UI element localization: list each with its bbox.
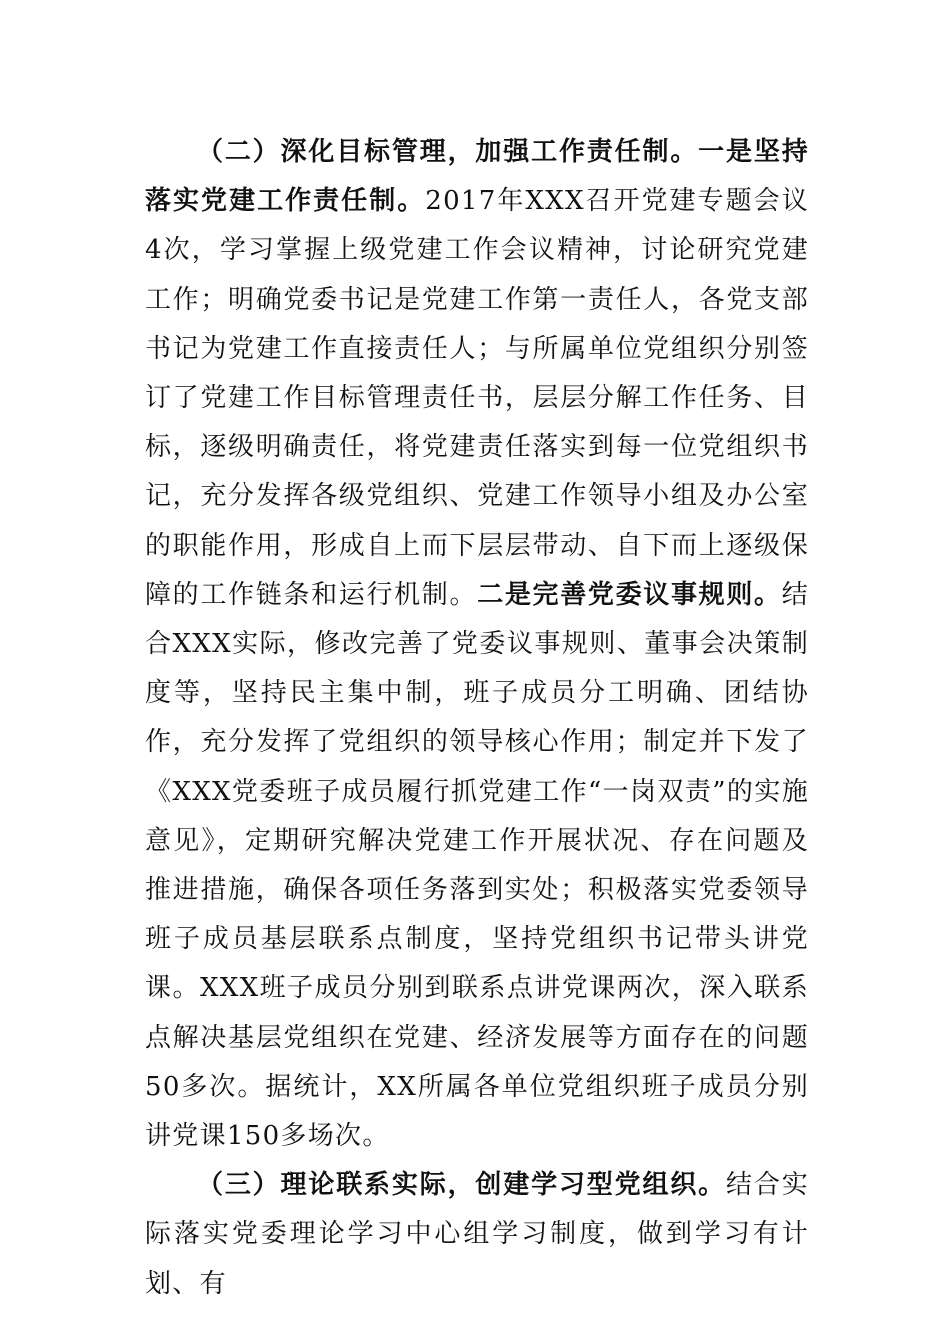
section-heading-3: （三）理论联系实际，创建学习型党组织。 (197, 1170, 727, 1201)
point-heading-1: 一是坚持落实党建工作责任制。 (145, 137, 809, 217)
paragraph-text: 结合XXX实际，修改完善了党委议事规则、董事会决策制度等，坚持民主集中制，班子成员分工明确、团结协作，充分发挥了党组织的领导核心作用；制定并下发了《XXX党委班子成员履行抓党建工作“一岗双责”的实施意见》，定期研究解决党建工作开展状况、存在问题及推进措施，确保各项任务落到实处；积极落实党委领导班子成员基层联系点制度，坚持党组织书记带头讲党课。XXX班子成员分别到联系点讲党课两次，深入联系点解决基层党组织在党建、经济发展等方面存在的问题50多次。据统计，XX所属各单位党组织班子成员分别讲党课150多场次。 (145, 579, 809, 1152)
document-body (145, 128, 809, 1309)
paragraph-text: 结合实际落实党委理论学习中心组学习制度，做到学习有计划、有 (145, 1170, 810, 1299)
paragraph-section-2 (145, 128, 809, 1161)
paragraph-text: 2017年XXX召开党建专题会议4次，学习掌握上级党建工作会议精神，讨论研究党建工作；明确党委书记是党建工作第一责任人，各党支部书记为党建工作直接责任人；与所属单位党组织分别签订了党建工作目标管理责任书，层层分解工作任务、目标，逐级明确责任，将党建责任落实到每一位党组织书记，充分发挥各级党组织、党建工作领导小组及办公室的职能作用，形成自上而下层层带动、自下而上逐级保障的工作链条和运行机制。 (145, 186, 809, 610)
point-heading-2: 二是完善党委议事规则。 (477, 579, 782, 610)
paragraph-section-3 (145, 1161, 809, 1309)
section-heading-2: （二）深化目标管理，加强工作责任制。 (197, 137, 699, 167)
